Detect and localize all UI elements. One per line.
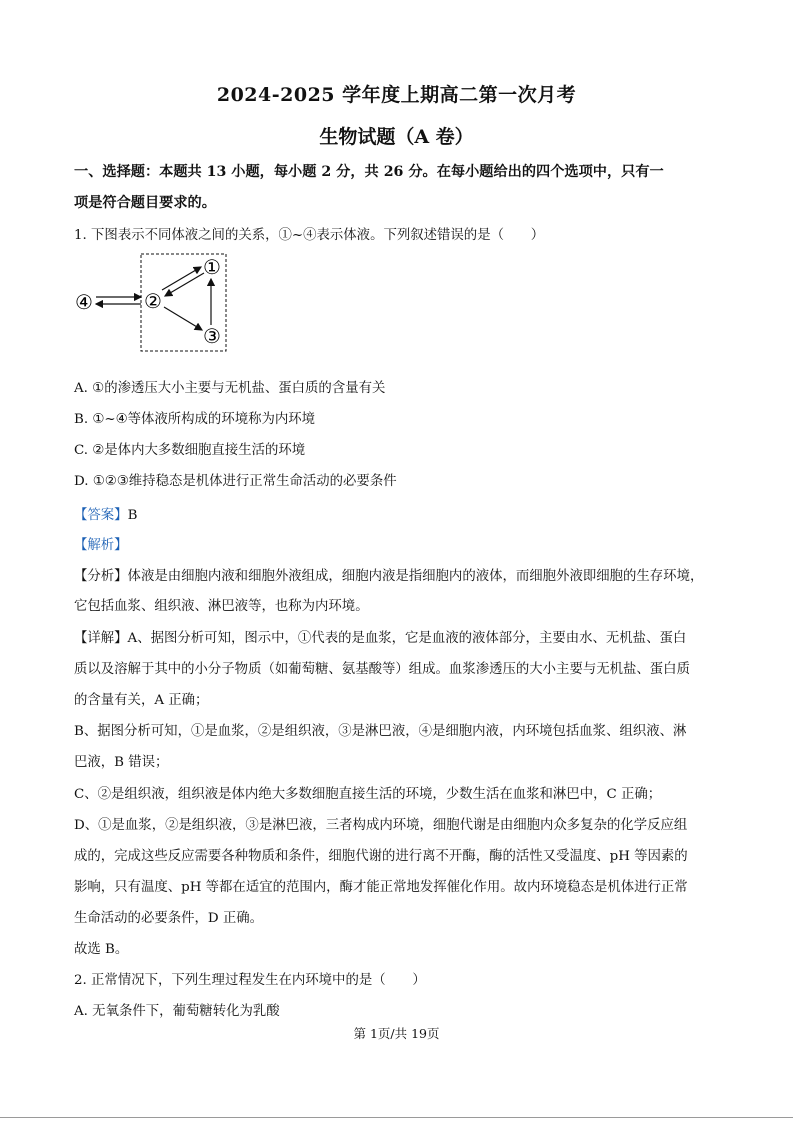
question-2-stem: 2. 正常情况下，下列生理过程发生在内环境中的是（ ） — [74, 973, 426, 988]
exam-subtitle: 生物试题（A 卷） — [319, 126, 474, 148]
analysis-line: 的含量有关，A 正确； — [74, 693, 209, 708]
section-heading-line-1: 一、选择题：本题共 13 小题，每小题 2 分，共 26 分。在每小题给出的四个选项中，只有一 — [74, 164, 664, 180]
question-1-stem: 1. 下图表示不同体液之间的关系，①~④表示体液。下列叙述错误的是（ ） — [74, 228, 545, 243]
arrow-2-to-3 — [164, 307, 202, 330]
analysis-line: 故选 B。 — [74, 942, 129, 957]
q1-option-c: C. ②是体内大多数细胞直接生活的环境 — [74, 443, 306, 458]
analysis-line: 影响，只有温度、pH 等都在适宜的范围内，酶才能正常地发挥催化作用。故内环境稳态是机体进行正常 — [74, 880, 688, 895]
node-1-label: ① — [203, 255, 221, 279]
q1-option-b: B. ①~④等体液所构成的环境称为内环境 — [74, 412, 316, 427]
analysis-line: 它包括血浆、组织液、淋巴液等，也称为内环境。 — [74, 599, 369, 614]
q1-answer-line — [74, 507, 719, 525]
analysis-line: 生命活动的必要条件，D 正确。 — [74, 911, 264, 926]
q1-option-d: D. ①②③维持稳态是机体进行正常生命活动的必要条件 — [74, 474, 397, 489]
analysis-line: C、②是组织液，组织液是体内绝大多数细胞直接生活的环境，少数生活在血浆和淋巴中，C 正确； — [74, 787, 662, 802]
analysis-line: 质以及溶解于其中的小分子物质（如葡萄糖、氨基酸等）组成。血浆渗透压的大小主要与无机盐、蛋白质 — [74, 662, 690, 677]
analysis-line: B、据图分析可知，①是血浆，②是组织液，③是淋巴液，④是细胞内液，内环境包括血浆、组织液、淋 — [74, 724, 687, 739]
analysis-line: 巴液，B 错误； — [74, 755, 169, 770]
node-4-label: ④ — [75, 290, 93, 314]
answer-tag: 【答案】 — [74, 508, 128, 523]
answer-value: B — [127, 508, 138, 523]
analysis-line: D、①是血浆，②是组织液，③是淋巴液，三者构成内环境，细胞代谢是由细胞内众多复杂的化学反应组 — [74, 818, 688, 833]
analysis-line: 【详解】A、据图分析可知，图示中，①代表的是血浆，它是血液的液体部分，主要由水、无机盐、蛋白 — [74, 631, 687, 646]
analysis-line: 【分析】体液是由细胞内液和细胞外液组成，细胞内液是指细胞内的液体，而细胞外液即细胞的生存环境， — [74, 569, 704, 584]
body-fluid-diagram — [70, 250, 235, 356]
node-2-label: ② — [144, 289, 162, 313]
analysis-tag: 【解析】 — [74, 538, 128, 553]
q2-option-a: A. 无氧条件下，葡萄糖转化为乳酸 — [74, 1004, 280, 1019]
q1-option-a: A. ①的渗透压大小主要与无机盐、蛋白质的含量有关 — [74, 381, 386, 396]
analysis-line: 成的，完成这些反应需要各种物质和条件，细胞代谢的进行离不开酶，酶的活性又受温度、pH 等因素的 — [74, 849, 688, 864]
page-number: 第 1页/共 19页 — [353, 1026, 440, 1041]
section-heading-line-2: 项是符合题目要求的。 — [74, 195, 216, 211]
exam-title: 2024-2025 学年度上期高二第一次月考 — [216, 84, 577, 106]
bottom-divider — [0, 1117, 793, 1118]
node-3-label: ③ — [203, 324, 221, 348]
